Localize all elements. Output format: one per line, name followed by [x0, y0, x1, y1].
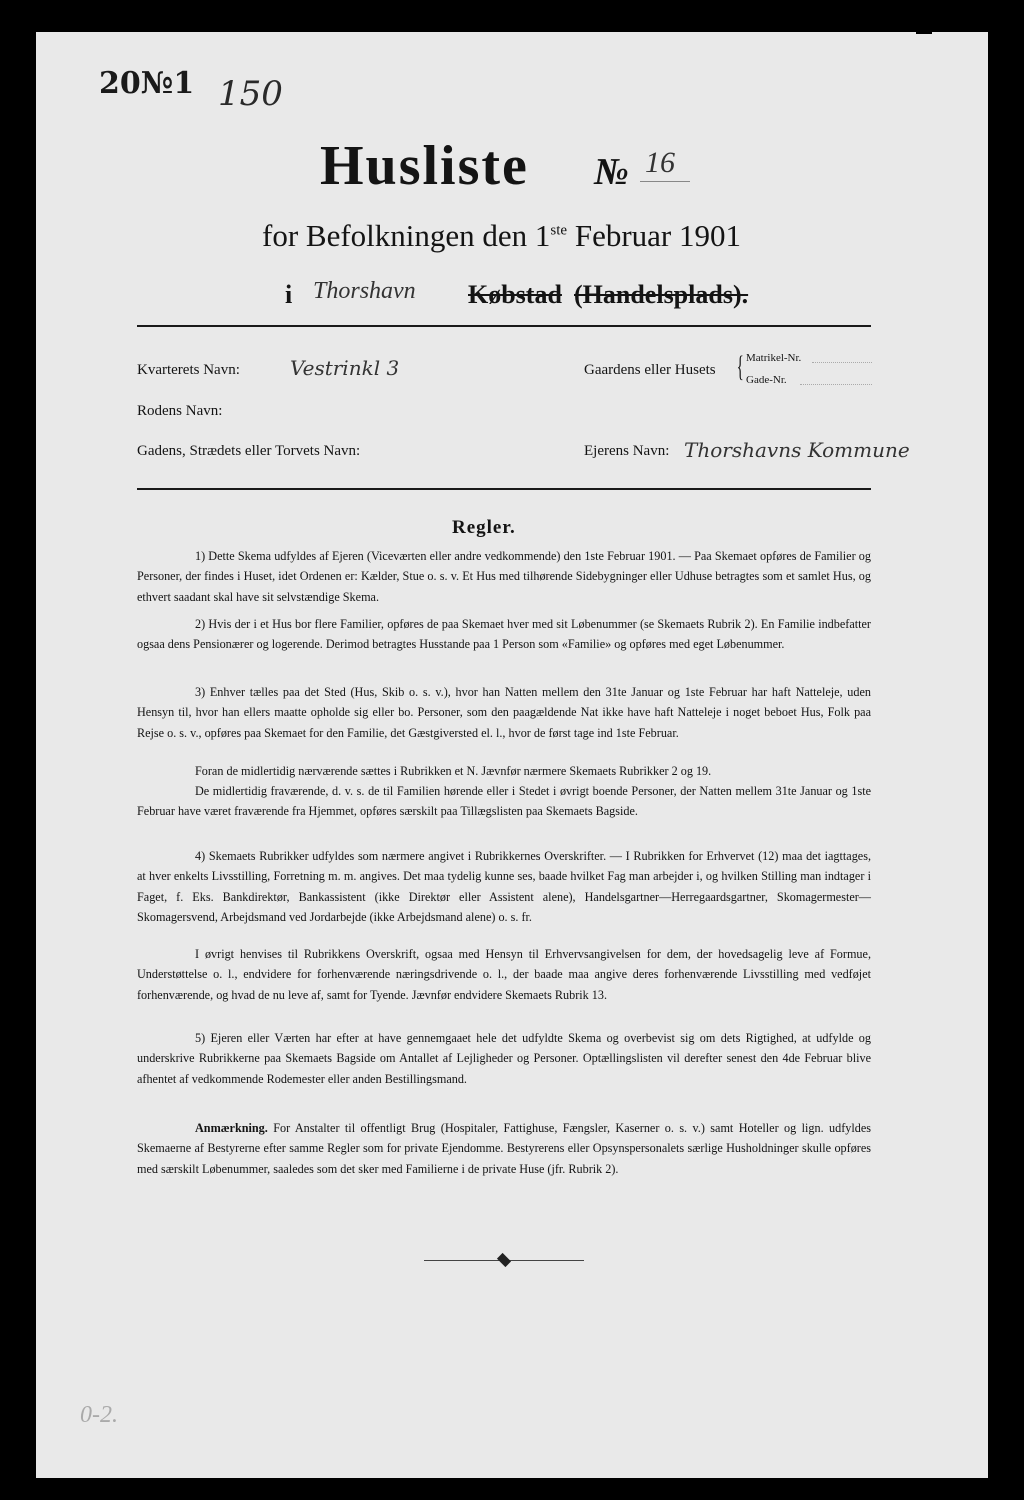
number-label: №: [594, 151, 629, 193]
rules-heading: Regler.: [452, 517, 516, 538]
rule-5-text: 5) Ejeren eller Værten har efter at have gennemgaaet hele det udfyldte Skema og overbevist sig om dets Rigtighed, at udfylde og underskrive Rubrikkerne paa Skemaets Bagside om Antallet af Lejligheder og Personer. Optællingslisten vil derefter senest den 4de Februar blive afhentet af vedkommende Rodemester eller anden Bestillingsmand.: [137, 1031, 871, 1086]
ejer-value: Thorshavns Kommune: [684, 438, 910, 462]
handwritten-list-number: 16: [645, 146, 675, 179]
rule-5: [137, 1028, 871, 1089]
kobstad-struck: Købstad: [468, 280, 562, 309]
place-prefix: i: [285, 280, 293, 309]
rule-4: [137, 846, 871, 928]
annotation: [137, 1118, 871, 1179]
film-mark: [916, 30, 932, 34]
subtitle-pre: for Befolkningen den 1: [262, 218, 551, 253]
rule-3: [137, 682, 871, 743]
rule-4b: [137, 944, 871, 1005]
rule-4-text: 4) Skemaets Rubrikker udfyldes som nærmere angivet i Rubrikkernes Overskrifter. — I Rubrikken for Erhvervet (12) maa det iagttages, at hver enkelts Livsstilling, Forretning m. m. angives. Det maa tydelig kunne ses, baade hvilket Fag man arbejder i, og hvilken Stilling man indtager i Faget, f. Eks. Bankdirektør, Bankassistent (ikke Direktør eller Assistent alene), Handelsgartner—Herregaardsgartner, Skomagermester—Skomagersvend, Arbejdsmand ved Jordarbejde (ikke Arbejdsmand alene) o. s. fr.: [137, 849, 871, 925]
rule-3b: [137, 761, 871, 781]
rule-1-text: 1) Dette Skema udfyldes af Ejeren (Viceværten eller andre vedkommende) den 1ste Februar 1901. — Paa Skemaet opføres de Familier og Personer, der findes i Huset, idet Ordenen er: Kælder, Stue o. s. v. Et Hus med tilhørende Sidebygninger eller Udhuse betragtes som et samlet Hus, og ethvert saadant skal have sit selvstændige Skema.: [137, 549, 871, 604]
annotation-text: For Anstalter til offentligt Brug (Hospitaler, Fattighuse, Fængsler, Kaserner o. s. v.) samt Hoteller og lign. udfyldes Skemaerne af Bestyrerne efter samme Regler som for private Ejendomme. Bestyrerens eller Opsynspersonalets særlige Husholdninger skulle opføres med særskilt Løbenummer, saaledes som det sker med Familierne i de private Huse (jfr. Rubrik 2).: [137, 1121, 871, 1176]
handelsplads-struck: [574, 280, 748, 310]
handwritten-page-number: 150: [218, 74, 283, 114]
rule-3b-text: Foran de midlertidig nærværende sættes i Rubrikken et N. Jævnfør nærmere Skemaets Rubrikker 2 og 19.: [195, 764, 712, 778]
form-subtitle: [262, 218, 741, 254]
ejer-label: Ejerens Navn:: [584, 443, 670, 459]
rode-label: Rodens Navn:: [137, 403, 223, 419]
gade-nr-line: [800, 384, 872, 385]
brace-icon: {: [736, 350, 744, 383]
kvarter-label: Kvarterets Navn:: [137, 362, 240, 378]
handelsplads-text: (Handelsplads).: [574, 280, 749, 309]
subtitle-post: Februar 1901: [567, 218, 741, 253]
rule-1: [137, 546, 871, 607]
handwritten-place: Thorshavn: [313, 278, 416, 304]
margin-pencil-note: 0-2.: [80, 1402, 118, 1428]
gaard-label: Gaardens eller Husets: [584, 362, 716, 378]
gade-label: Gadens, Strædets eller Torvets Navn:: [137, 443, 361, 459]
rule-2: [137, 614, 871, 655]
rule-2-text: 2) Hvis der i et Hus bor flere Familier, opføres de paa Skemaet hver med sit Løbenummer (se Skemaets Rubrik 2). En Familie indbefatter ogsaa dens Pensionærer og logerende. Derimod betragtes Husstande paa 1 Person som «Familie» og opføres med eget Løbenummer.: [137, 617, 871, 652]
kvarter-value: Vestrinkl 3: [290, 356, 400, 380]
matrikel-label: Matrikel-Nr.: [746, 352, 802, 364]
rule-3c-text: De midlertidig fraværende, d. v. s. de til Familien hørende eller i Stedet i øvrigt boende Personer, der Natten mellem 31te Januar og 1ste Februar have været fraværende fra Hjemmet, opføres særskilt paa Tillægslisten paa Skemaets Bagside.: [137, 784, 871, 819]
rule-3-text: 3) Enhver tælles paa det Sted (Hus, Skib o. s. v.), hvor han Natten mellem den 31te Januar og 1ste Februar har haft Natteleje, uden Hensyn til, hvor han ellers maatte opholde sig eller bo. Personer, som den paagældende Nat ikke have haft Natteleje i noget beboet Hus, Folk paa Rejse o. s. v., opføres paa Skemaet for den Familie, det Gæstgiversted el. l., hvor de først tage ind 1ste Februar.: [137, 685, 871, 740]
subtitle-sup: ste: [550, 222, 568, 239]
top-divider: [137, 325, 871, 327]
number-underline: [640, 181, 690, 182]
matrikel-line: [812, 362, 872, 363]
archive-id: 20№1: [99, 66, 195, 101]
ornament-divider-icon: [424, 1254, 584, 1266]
form-title: Husliste: [320, 135, 529, 197]
annotation-label: Anmærkning.: [195, 1121, 268, 1135]
rule-4b-text: I øvrigt henvises til Rubrikkens Overskrift, ogsaa med Hensyn til Erhvervsangivelsen for dem, der hovedsagelig leve af Formue, Understøttelse o. l., endvidere for forhenværende næringsdrivende o. l., der baade maa angive deres forhenværende Livsstilling med vedføjet forhenværende, og hvad de nu leve af, samt for Tyende. Jævnfør endvidere Skemaets Rubrik 13.: [137, 947, 871, 1002]
rule-3c: [137, 781, 871, 822]
gade-nr-label: Gade-Nr.: [746, 374, 787, 386]
bottom-divider: [137, 488, 871, 490]
